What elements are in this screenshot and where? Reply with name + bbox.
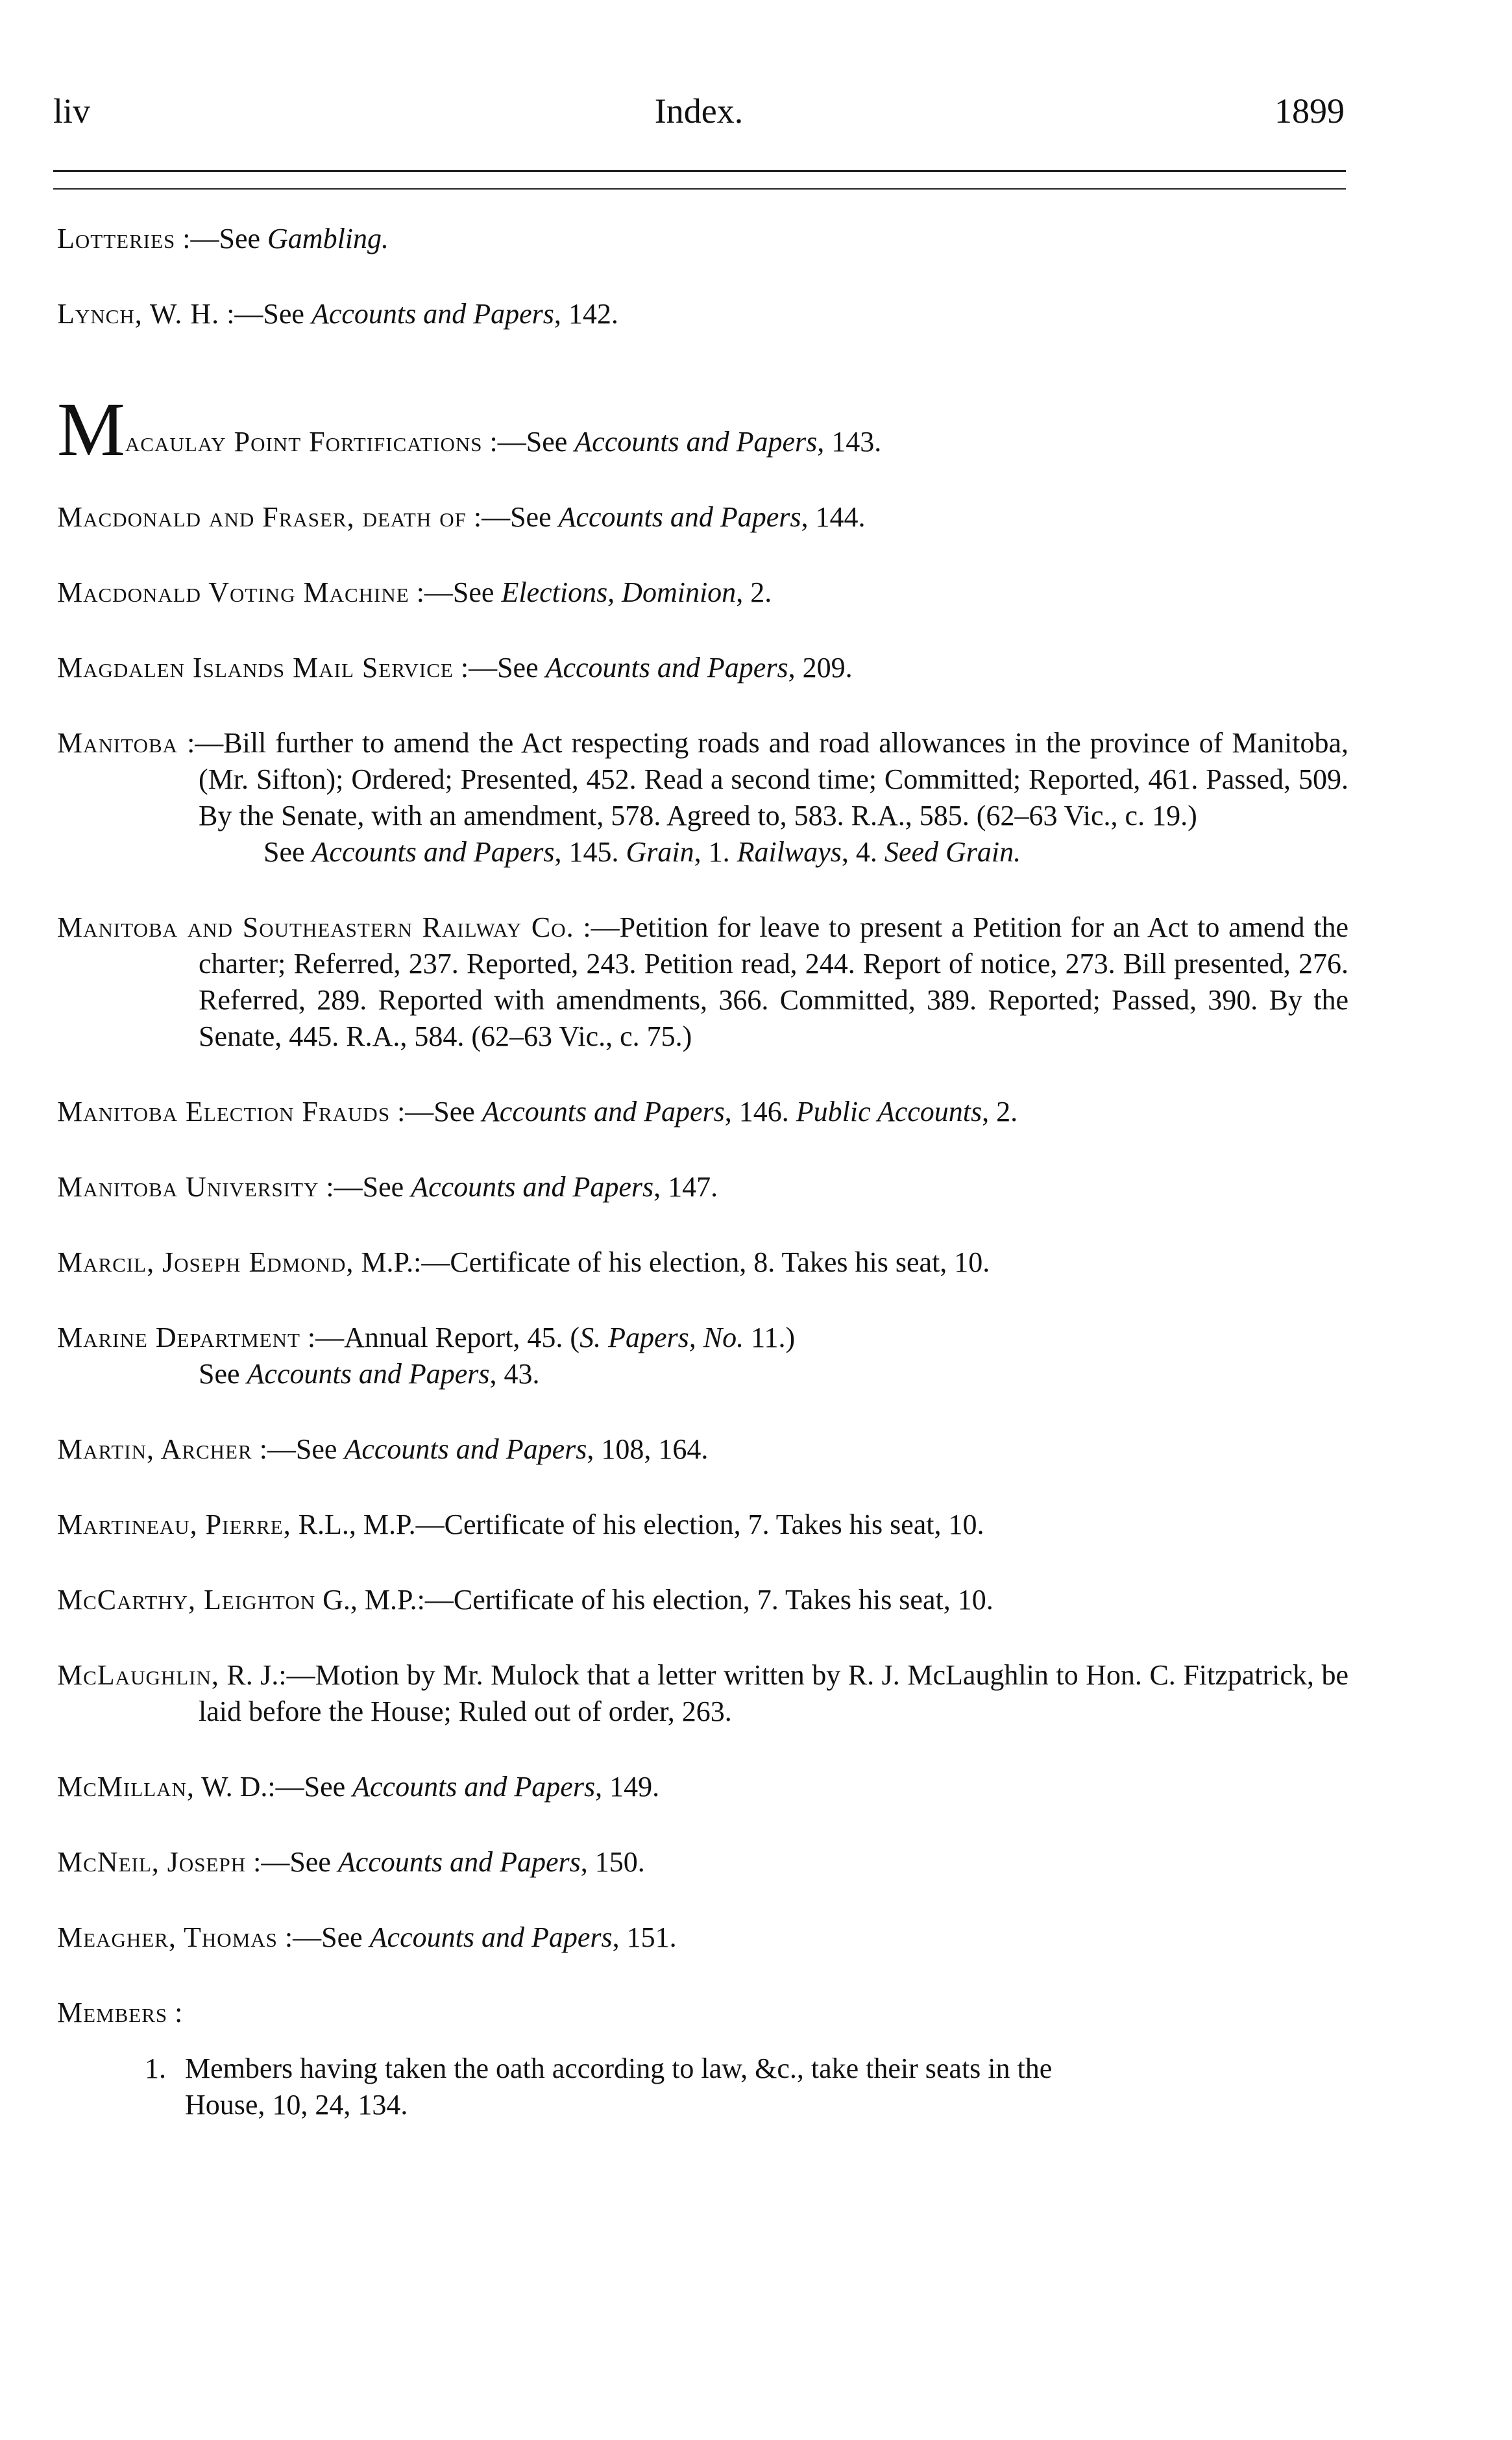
entry-reference: S. Papers, No. — [579, 1322, 744, 1353]
page-title: Index. — [654, 92, 744, 130]
entry-text: :—See — [489, 426, 575, 458]
entry-reference: Accounts and Papers — [311, 298, 554, 330]
index-entry — [57, 1320, 1348, 1392]
entry-page-ref: , 144. — [801, 501, 866, 533]
entry-heading: McNeil, Joseph — [57, 1846, 247, 1878]
entry-heading: Macdonald and Fraser, death of — [57, 501, 467, 533]
index-entry — [57, 725, 1348, 870]
entry-heading: Meagher, Thomas — [57, 1921, 278, 1953]
entry-heading: Members — [57, 1997, 168, 2028]
entry-text: :—Bill further to amend the Act respecting roads and road allowances in the province of Manitoba, (Mr. Sifton); Ordered; Presented, 452. Read a second time; Committed; Reported, 461. Passed, 509. By the Senate, with an amendment, 578. Agreed to, 583. R.A., 585. (62–63 Vic., c. 19.) — [187, 727, 1349, 832]
entry-heading: Manitoba and Southeastern Railway Co. — [57, 911, 574, 943]
entry-heading: acaulay Point Fortifications — [125, 426, 483, 458]
entry-text: G., M.P.:—Certificate of his election, 7. Takes his seat, 10. — [315, 1584, 994, 1616]
index-entry — [57, 1582, 1348, 1618]
page-year: 1899 — [1274, 92, 1345, 130]
entry-page-ref: , 143. — [817, 426, 882, 458]
entry-text: R.L., M.P.—Certificate of his election, 7. Takes his seat, 10. — [291, 1509, 984, 1540]
entry-heading: Marine Department — [57, 1322, 300, 1353]
see-reference: Railways — [737, 836, 842, 868]
entry-heading: Macdonald Voting Machine — [57, 576, 409, 608]
entry-page-ref: , 108, 164. — [587, 1433, 709, 1465]
entry-text: :—See — [284, 1921, 370, 1953]
see-reference: Accounts and Papers — [311, 836, 555, 868]
index-entry — [57, 650, 1348, 686]
index-entry — [57, 1657, 1348, 1730]
entry-page-ref: , 150. — [580, 1846, 645, 1878]
item-text: Members having taken the oath according to law, &c., take their seats in the — [185, 2052, 1053, 2084]
entry-reference: Accounts and Papers — [482, 1096, 725, 1128]
entry-heading: Lotteries — [57, 223, 176, 254]
entry-page-ref: , 142. — [554, 298, 618, 330]
index-entry — [57, 387, 1348, 472]
entry-text: :—See — [397, 1096, 482, 1128]
index-entry — [57, 1995, 1348, 2031]
see-also: See Accounts and Papers, 43. — [199, 1358, 540, 1390]
entry-page-ref: 11.) — [744, 1322, 796, 1353]
members-list — [57, 2051, 1348, 2123]
header-rule-bottom — [53, 188, 1346, 190]
entry-reference: Accounts and Papers — [352, 1771, 596, 1803]
list-item — [57, 2051, 1348, 2087]
entry-reference: Accounts and Papers — [337, 1846, 581, 1878]
entry-page-ref: , 147. — [653, 1171, 718, 1203]
entry-reference: Accounts and Papers — [545, 652, 788, 684]
entry-text: W. D.:—See — [194, 1771, 353, 1803]
entry-page-ref: , 2. — [982, 1096, 1018, 1128]
entry-text: :—See — [253, 1846, 338, 1878]
page-number: liv — [53, 92, 91, 130]
entry-text: :—See — [259, 1433, 345, 1465]
entry-page-ref: , 151. — [612, 1921, 677, 1953]
see-reference: Grain — [626, 836, 694, 868]
index-entry — [57, 499, 1348, 536]
entry-text: :—See — [226, 298, 311, 330]
entry-text: M.P.:—Certificate of his election, 8. Takes his seat, 10. — [354, 1246, 990, 1278]
entry-text: :—Annual Report, 45. ( — [307, 1322, 580, 1353]
see-reference: Seed Grain. — [884, 836, 1021, 868]
entry-reference: Accounts and Papers — [369, 1921, 613, 1953]
index-entry — [57, 1169, 1348, 1205]
index-entry — [57, 574, 1348, 611]
entry-heading: Martin, Archer — [57, 1433, 252, 1465]
index-entry — [57, 1431, 1348, 1468]
entry-page-ref: , 2. — [736, 576, 772, 608]
entry-reference: Elections, Dominion — [501, 576, 737, 608]
entry-text: : — [175, 1997, 183, 2028]
entry-page-ref: , 149. — [595, 1771, 660, 1803]
entry-heading: Martineau, Pierre, — [57, 1509, 291, 1540]
entry-page-ref: , 146. — [724, 1096, 796, 1128]
entry-heading: Manitoba — [57, 727, 178, 759]
index-entry — [57, 909, 1348, 1055]
see-also: See Accounts and Papers, 145. Grain, 1. Railways, 4. Seed Grain. — [263, 836, 1021, 868]
entry-heading: McCarthy, Leighton — [57, 1584, 316, 1616]
item-text-continued: House, 10, 24, 134. — [185, 2089, 408, 2121]
entry-heading: Manitoba University — [57, 1171, 319, 1203]
entry-reference: Accounts and Papers — [411, 1171, 654, 1203]
entry-text: :—See — [182, 223, 268, 254]
entry-heading: Magdalen Islands Mail Service — [57, 652, 454, 684]
item-number: 1. — [145, 2052, 166, 2084]
entry-heading: Manitoba Election Frauds — [57, 1096, 391, 1128]
entry-text: :—Petition for leave to present a Petition for an Act to amend the charter; Referred, 237. Reported, 243. Petition read, 244. Report of notice, 273. Bill presented, 276. Referred, 289. Reported with amendments, 366. Committed, 389. Reported; Passed, 390. By the Senate, 445. R.A., 584. (62–63 Vic., c. 75.) — [199, 911, 1348, 1052]
entry-reference: Gambling. — [267, 223, 389, 254]
entry-reference: Accounts and Papers — [344, 1433, 587, 1465]
entry-reference: Accounts and Papers — [574, 426, 818, 458]
index-entries — [57, 221, 1348, 2162]
entry-text: R. J.:—Motion by Mr. Mulock that a letter written by R. J. McLaughlin to Hon. C. Fitzpatrick, be laid before the House; Ruled out of order, 263. — [199, 1659, 1348, 1727]
entry-page-ref: , 209. — [788, 652, 853, 684]
page-header — [53, 84, 1345, 143]
header-rule-top — [53, 170, 1346, 172]
drop-capital: M — [57, 387, 125, 472]
entry-reference: Public Accounts — [796, 1096, 982, 1128]
see-reference: Accounts and Papers — [247, 1358, 490, 1390]
index-entry — [57, 1244, 1348, 1281]
entry-heading: McMillan, — [57, 1771, 195, 1803]
entry-text: :—See — [416, 576, 502, 608]
entry-heading: McLaughlin, — [57, 1659, 219, 1691]
entry-text: :—See — [460, 652, 546, 684]
index-entry — [57, 1919, 1348, 1956]
entry-heading: Lynch, W. H. — [57, 298, 220, 330]
entry-heading: Marcil, Joseph Edmond, — [57, 1246, 354, 1278]
index-entry — [57, 1769, 1348, 1805]
entry-text: :—See — [326, 1171, 411, 1203]
index-entry — [57, 1094, 1348, 1130]
entry-reference: Accounts and Papers — [558, 501, 801, 533]
index-entry — [57, 1507, 1348, 1543]
index-entry — [57, 221, 1348, 257]
index-entry — [57, 296, 1348, 332]
entry-text: :—See — [473, 501, 559, 533]
index-entry — [57, 1844, 1348, 1880]
